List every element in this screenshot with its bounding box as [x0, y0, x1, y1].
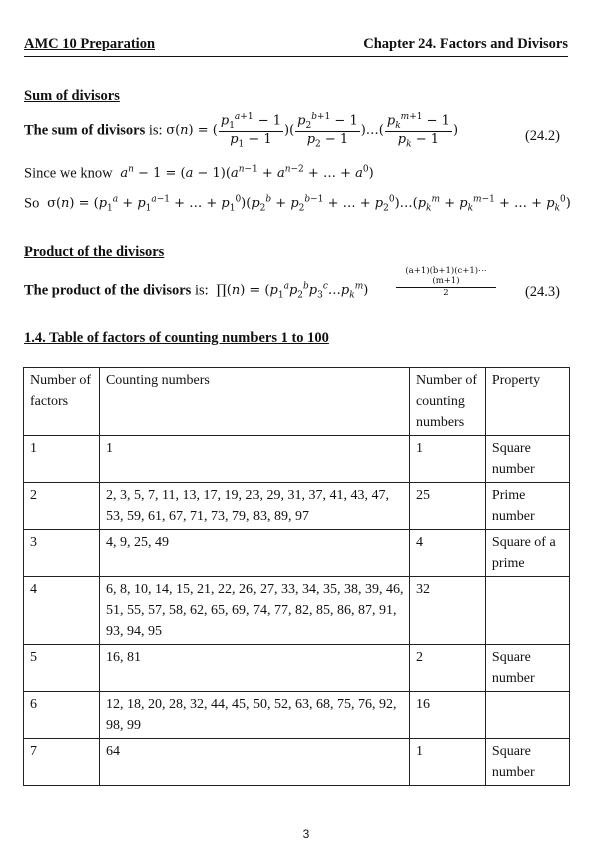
header-property: Property	[485, 368, 569, 436]
since-text: Since we know	[24, 165, 113, 182]
so-line	[24, 195, 571, 214]
cell-numbers: 6, 8, 10, 14, 15, 21, 22, 26, 27, 33, 34, 35, 38, 39, 46, 51, 55, 57, 58, 62, 65, 69, 74, 77, 82, 85, 86, 87, 91, 93, 94, 95	[99, 577, 409, 645]
product-of-divisors-heading: Product of the divisors	[24, 244, 165, 260]
table-row	[24, 645, 570, 692]
product-exponent	[396, 266, 496, 298]
cell-factors: 3	[24, 530, 100, 577]
since-math: $a^n - 1 = (a - 1)(a^{n-1} + a^{n-2}$ + … + $a^0$)	[120, 165, 374, 182]
table-row	[24, 436, 570, 483]
sum-formula-line	[24, 112, 458, 150]
cell-count: 32	[409, 577, 485, 645]
cell-factors: 1	[24, 436, 100, 483]
product-exponent-denominator: 2	[443, 288, 449, 298]
table-row	[24, 483, 570, 530]
sum-formula-math: σ(n) = ( $\frac{p_1^{a+1} - 1}{p_1 - 1}$ )( $\frac{p_2^{b+1} - 1}{p_2 - 1}$ )…( $\frac{p_k^{m+1} - 1}{p_k - 1}$ )	[166, 112, 459, 150]
product-formula-math: ∏(n) = $(p_1^ap_2^bp_3^c\dots p_k^m)$	[212, 282, 369, 301]
since-line	[24, 165, 374, 182]
equation-number-24-2: (24.2)	[524, 128, 560, 144]
cell-property	[485, 577, 569, 645]
header-chapter-title: Chapter 24. Factors and Divisors	[363, 36, 568, 52]
header-number-of-counting-numbers: Number of counting numbers	[409, 368, 485, 436]
product-formula-label: The product of the divisors	[24, 282, 192, 299]
cell-count: 4	[409, 530, 485, 577]
cell-numbers: 1	[99, 436, 409, 483]
cell-count: 1	[409, 436, 485, 483]
table-section-heading: 1.4. Table of factors of counting numbers 1 to 100	[24, 330, 329, 346]
cell-count: 1	[409, 739, 485, 786]
cell-numbers: 16, 81	[99, 645, 409, 692]
so-math: $\sigma(n) = (p_1^a + p_1^{a-1}$ + … + $p_1^0)(p_2^b + p_2^{b-1}$ + … + $p_2^0)\dots(p_k^m + p_k^{m-1}$ + … + $p_k^0$)	[42, 195, 571, 214]
cell-count: 16	[409, 692, 485, 739]
header-counting-numbers: Counting numbers	[99, 368, 409, 436]
cell-numbers: 4, 9, 25, 49	[99, 530, 409, 577]
so-text: So	[24, 195, 40, 212]
sum-formula-is: is:	[145, 122, 163, 139]
cell-property	[485, 692, 569, 739]
page-header	[24, 36, 568, 57]
cell-factors: 5	[24, 645, 100, 692]
cell-property: Square number	[485, 436, 569, 483]
table-row	[24, 530, 570, 577]
header-number-of-factors: Number of factors	[24, 368, 100, 436]
page-number: 3	[302, 827, 310, 841]
cell-factors: 2	[24, 483, 100, 530]
cell-count: 2	[409, 645, 485, 692]
table-header-row	[24, 368, 570, 436]
cell-factors: 7	[24, 739, 100, 786]
sum-formula-label: The sum of divisors	[24, 122, 146, 139]
table-row	[24, 739, 570, 786]
cell-factors: 6	[24, 692, 100, 739]
table-row	[24, 577, 570, 645]
cell-numbers: 64	[99, 739, 409, 786]
cell-property: Square number	[485, 739, 569, 786]
cell-property: Square number	[485, 645, 569, 692]
cell-numbers: 2, 3, 5, 7, 11, 13, 17, 19, 23, 29, 31, 37, 41, 43, 47, 53, 59, 61, 67, 71, 73, 79, 83, 89, 97	[99, 483, 409, 530]
cell-count: 25	[409, 483, 485, 530]
product-formula-is: is:	[191, 282, 209, 299]
cell-property: Square of a prime	[485, 530, 569, 577]
product-formula-line	[24, 282, 368, 301]
cell-numbers: 12, 18, 20, 28, 32, 44, 45, 50, 52, 63, 68, 75, 76, 92, 98, 99	[99, 692, 409, 739]
factors-table	[23, 367, 570, 786]
cell-property: Prime number	[485, 483, 569, 530]
header-book-title: AMC 10 Preparation	[24, 36, 156, 52]
table-row	[24, 692, 570, 739]
equation-number-24-3: (24.3)	[524, 284, 560, 300]
cell-factors: 4	[24, 577, 100, 645]
product-exponent-numerator: (a+1)(b+1)(c+1)⋯(m+1)	[396, 266, 496, 288]
sum-of-divisors-heading: Sum of divisors	[24, 88, 120, 104]
